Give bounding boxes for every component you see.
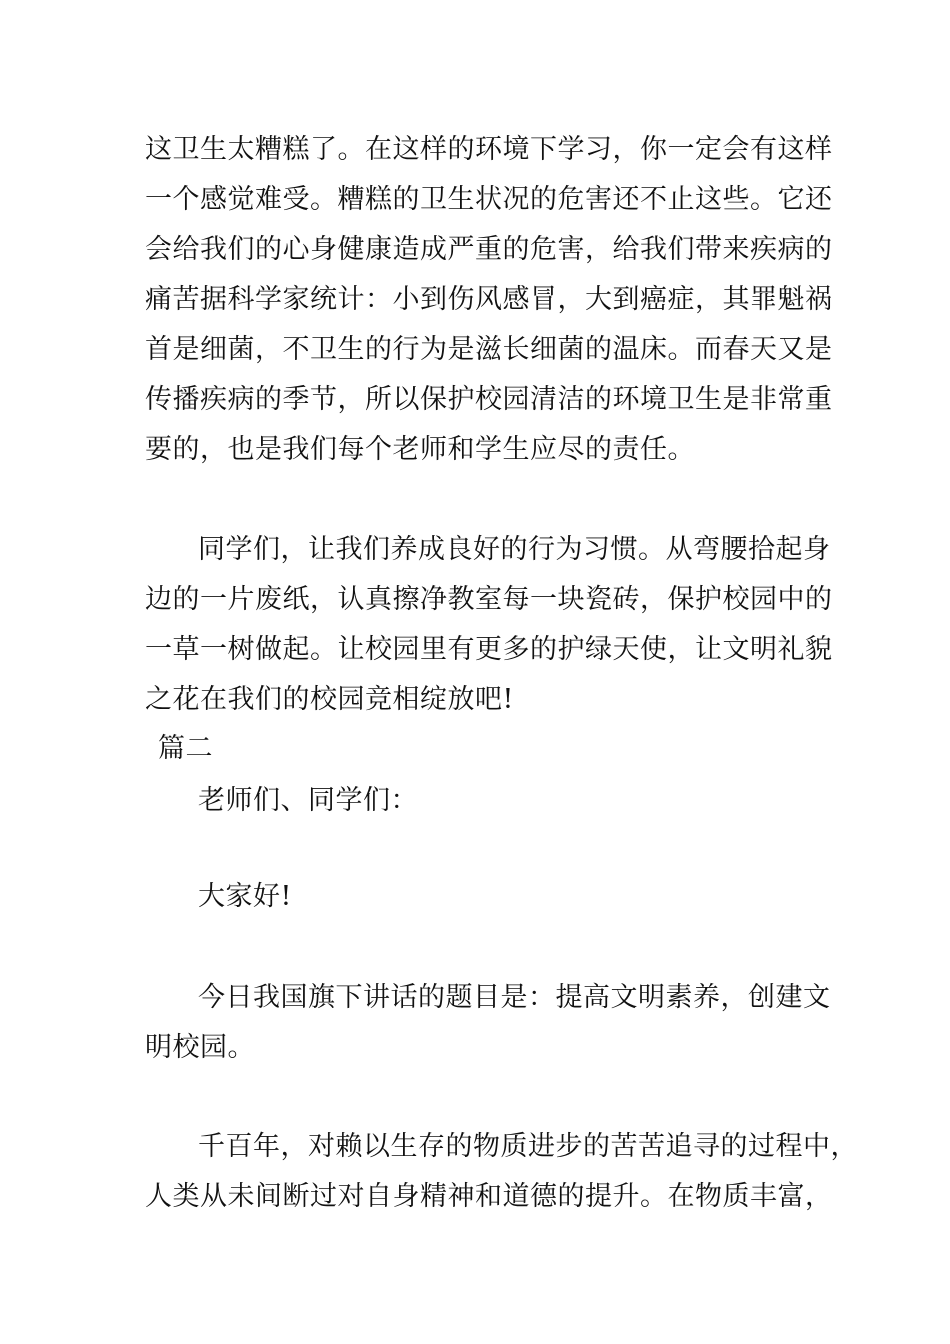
paragraph-line: 会给我们的心身健康造成严重的危害，给我们带来疾病的 <box>145 234 833 265</box>
paragraph-line: 之花在我们的校园竞相绽放吧! <box>145 684 514 715</box>
paragraph-line: 人类从未间断过对自身精神和道德的提升。在物质丰富， <box>145 1181 833 1212</box>
section-heading: 篇二 <box>158 733 213 764</box>
paragraph-line: 边的一片废纸，认真擦净教室每一块瓷砖，保护校园中的 <box>145 584 833 615</box>
paragraph-line: 明校园。 <box>145 1032 255 1063</box>
paragraph-line: 今日我国旗下讲话的题目是：提高文明素养，创建文 <box>198 982 831 1013</box>
paragraph-line: 要的，也是我们每个老师和学生应尽的责任。 <box>145 434 695 465</box>
paragraph-line: 这卫生太糟糕了。在这样的环境下学习，你一定会有这样 <box>145 134 833 165</box>
paragraph-line: 千百年，对赖以生存的物质进步的苦苦追寻的过程中， <box>198 1131 858 1162</box>
salutation: 老师们、同学们： <box>198 785 418 816</box>
paragraph-line: 痛苦据科学家统计：小到伤风感冒，大到癌症，其罪魁祸 <box>145 284 833 315</box>
greeting: 大家好! <box>198 881 292 912</box>
paragraph-line: 一草一树做起。让校园里有更多的护绿天使，让文明礼貌 <box>145 634 833 665</box>
paragraph-line: 同学们，让我们养成良好的行为习惯。从弯腰拾起身 <box>198 534 831 565</box>
paragraph-line: 首是细菌，不卫生的行为是滋长细菌的温床。而春天又是 <box>145 334 833 365</box>
paragraph-line: 传播疾病的季节，所以保护校园清洁的环境卫生是非常重 <box>145 384 833 415</box>
paragraph-line: 一个感觉难受。糟糕的卫生状况的危害还不止这些。它还 <box>145 184 833 215</box>
